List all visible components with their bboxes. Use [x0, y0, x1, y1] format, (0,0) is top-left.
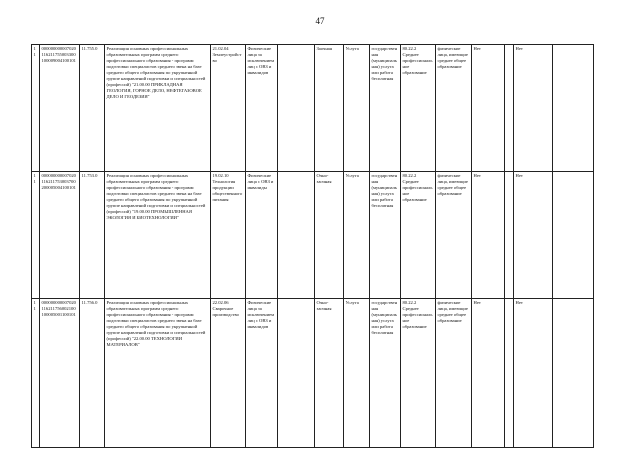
- registry-code: 000000000007020116211755003300100009004100101: [40, 45, 80, 172]
- consumer-category: Физические лица за исключением лиц с ОВЗ и инвалидов: [246, 299, 278, 448]
- blank-cell: [278, 172, 315, 299]
- service-description: Реализация основных профессиональных образовательных программ среднего профессионального образования - программ подготовки специалистов среднего звена на базе среднего общего образования по укрупненной группе направлений подготовки и специальностей (профессий) "22.00.00 ТЕХНОЛОГИИ МАТЕРИАЛОВ": [105, 299, 211, 448]
- blank-cell: [553, 45, 594, 172]
- service-type: Услуга: [344, 45, 370, 172]
- consumer-category: Физические лица с ОВЗ и инвалиды: [246, 172, 278, 299]
- row-number: 11: [32, 299, 40, 448]
- blank-cell: [505, 172, 514, 299]
- option-two: Нет: [514, 172, 553, 299]
- registry-table: [31, 44, 594, 448]
- option-one: Нет: [472, 45, 505, 172]
- option-one: Нет: [472, 172, 505, 299]
- education-level: 80.22.2 Среднее профессиональное образование: [401, 299, 436, 448]
- table-row: [32, 299, 594, 448]
- row-number: 11: [32, 172, 40, 299]
- row-number: 11: [32, 45, 40, 172]
- service-code: 11.755.0: [80, 45, 105, 172]
- service-code: 11.753.0: [80, 172, 105, 299]
- option-one: Нет: [472, 299, 505, 448]
- table-row: [32, 45, 594, 172]
- study-form: Очно-заочная: [315, 172, 344, 299]
- consumer-requirement: физические лица, имеющие среднее общее образование: [436, 45, 472, 172]
- study-form: Заочная: [315, 45, 344, 172]
- financing-type: государственная (муниципальная) услуга или работа бесплатная: [370, 299, 401, 448]
- service-type: Услуга: [344, 172, 370, 299]
- registry-code: 000000000007020116211753003700200005004100101: [40, 172, 80, 299]
- education-level: 80.22.2 Среднее профессиональное образование: [401, 45, 436, 172]
- service-code: 11.756.0: [80, 299, 105, 448]
- service-description: Реализация основных профессиональных образовательных программ среднего профессионального образования - программ подготовки специалистов среднего звена на базе среднего общего образования по укрупненной группе направлений подготовки и специальностей (профессий) "19.00.00 ПРОМЫШЛЕННАЯ ЭКОЛОГИЯ И БИОТЕХНОЛОГИИ": [105, 172, 211, 299]
- registry-rows: [32, 45, 594, 448]
- consumer-category: Физические лица за исключением лиц с ОВЗ и инвалидов: [246, 45, 278, 172]
- option-two: Нет: [514, 45, 553, 172]
- consumer-requirement: физические лица, имеющие среднее общее образование: [436, 172, 472, 299]
- specialty: 19.02.10 Технология продукции общественного питания: [211, 172, 246, 299]
- specialty: 22.02.06 Сварочное производство: [211, 299, 246, 448]
- table-row: [32, 172, 594, 299]
- registry-code: 000000000007020116211756002100100005001100101: [40, 299, 80, 448]
- blank-cell: [505, 299, 514, 448]
- blank-cell: [553, 172, 594, 299]
- blank-cell: [278, 299, 315, 448]
- financing-type: государственная (муниципальная) услуга или работа бесплатная: [370, 45, 401, 172]
- education-level: 80.22.2 Среднее профессиональное образование: [401, 172, 436, 299]
- blank-cell: [553, 299, 594, 448]
- consumer-requirement: физические лица, имеющие среднее общее образование: [436, 299, 472, 448]
- blank-cell: [505, 45, 514, 172]
- option-two: Нет: [514, 299, 553, 448]
- blank-cell: [278, 45, 315, 172]
- specialty: 21.02.04 Землеустройство: [211, 45, 246, 172]
- service-description: Реализация основных профессиональных образовательных программ среднего профессионального образования - программ подготовки специалистов среднего звена на базе среднего общего образования по укрупненной группе направлений подготовки и специальностей (профессий) "21.00.00 ПРИКЛАДНАЯ ГЕОЛОГИЯ, ГОРНОЕ ДЕЛО, НЕФТЕГАЗОВОЕ ДЕЛО И ГЕОДЕЗИЯ": [105, 45, 211, 172]
- service-type: Услуга: [344, 299, 370, 448]
- financing-type: государственная (муниципальная) услуга или работа бесплатная: [370, 172, 401, 299]
- page-number: 47: [315, 16, 325, 26]
- study-form: Очно-заочная: [315, 299, 344, 448]
